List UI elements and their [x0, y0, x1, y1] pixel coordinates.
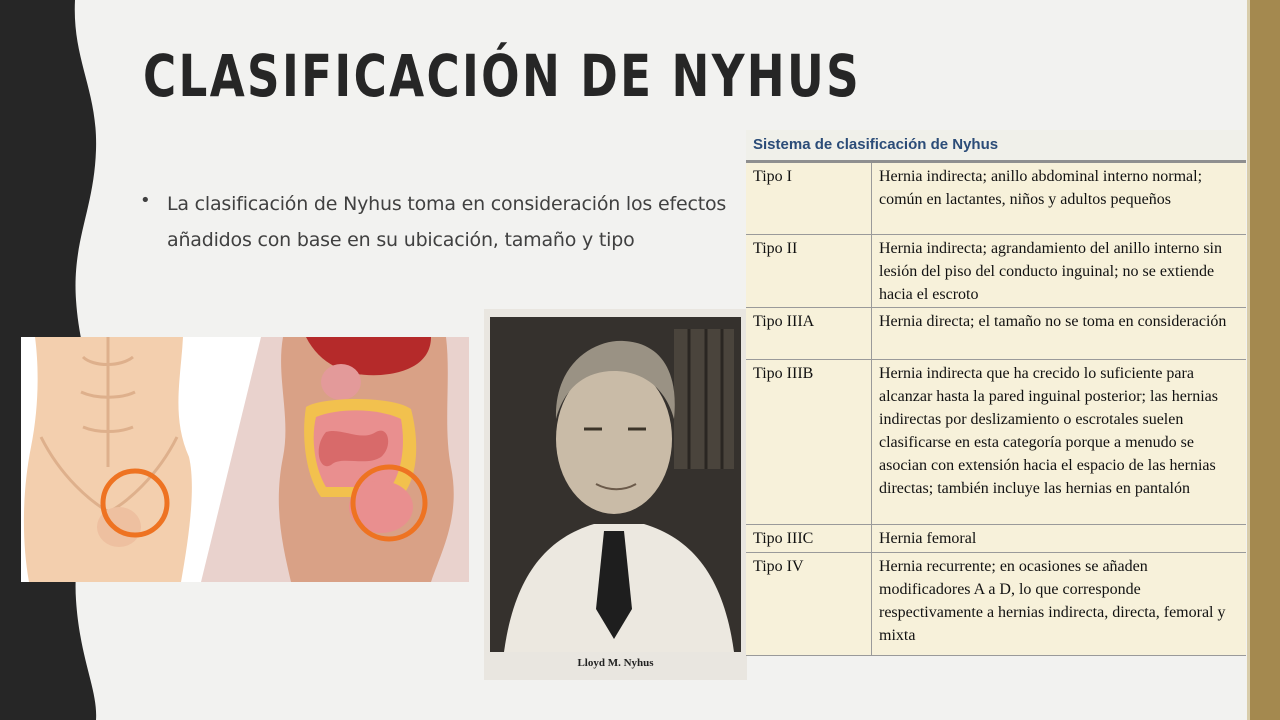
row-description: Hernia femoral: [879, 530, 977, 547]
table-row: [746, 525, 1246, 553]
portrait-caption: Lloyd M. Nyhus: [577, 657, 654, 669]
table-row: [746, 553, 1246, 656]
anatomy-figure: [21, 337, 469, 582]
right-accent-bar: [1250, 0, 1280, 720]
row-type: Tipo IIIB: [753, 365, 814, 382]
row-description: Hernia indirecta; anillo abdominal interno normal; común en lactantes, niños y adultos pequeños: [879, 168, 1203, 208]
lloyd-nyhus-portrait: [484, 309, 747, 680]
slide-title: CLASIFICACIÓN DE NYHUS: [143, 42, 862, 110]
row-type: Tipo IIIC: [753, 530, 814, 547]
row-type: Tipo IIIA: [753, 313, 815, 330]
row-description: Hernia indirecta que ha crecido lo suficiente para alcanzar hasta la pared inguinal posterior; las hernias indirectas por deslizamiento o escrotales suelen clasificarse en esta categoría porque a menudo se asocian con extensión hacia el espacio de las hernias directas; también incluye las hernias en pantalón: [879, 365, 1218, 497]
row-type: Tipo II: [753, 240, 798, 257]
bullet-text: La clasificación de Nyhus toma en consideración los efectos añadidos con base en su ubicación, tamaño y tipo: [167, 193, 727, 251]
portrait-photo: [484, 309, 747, 654]
table-row: [746, 308, 1246, 360]
table-row: [746, 235, 1246, 308]
table-title: Sistema de clasificación de Nyhus: [746, 130, 1246, 160]
row-description: Hernia indirecta; agrandamiento del anillo interno sin lesión del piso del conducto inguinal; no se extiende hacia el escroto: [879, 240, 1222, 303]
bullet-icon: •: [140, 190, 151, 211]
hernia-anatomy-illustration: [21, 337, 469, 582]
row-description: Hernia directa; el tamaño no se toma en consideración: [879, 313, 1227, 330]
row-description: Hernia recurrente; en ocasiones se añaden modificadores A a D, lo que corresponde respectivamente a hernias indirecta, directa, femoral y mixta: [879, 558, 1226, 644]
bullet-item: [140, 186, 740, 258]
row-type: Tipo I: [753, 168, 792, 185]
table-row: [746, 360, 1246, 525]
nyhus-classification-table: [746, 130, 1246, 656]
row-type: Tipo IV: [753, 558, 804, 575]
table-row: [746, 163, 1246, 235]
